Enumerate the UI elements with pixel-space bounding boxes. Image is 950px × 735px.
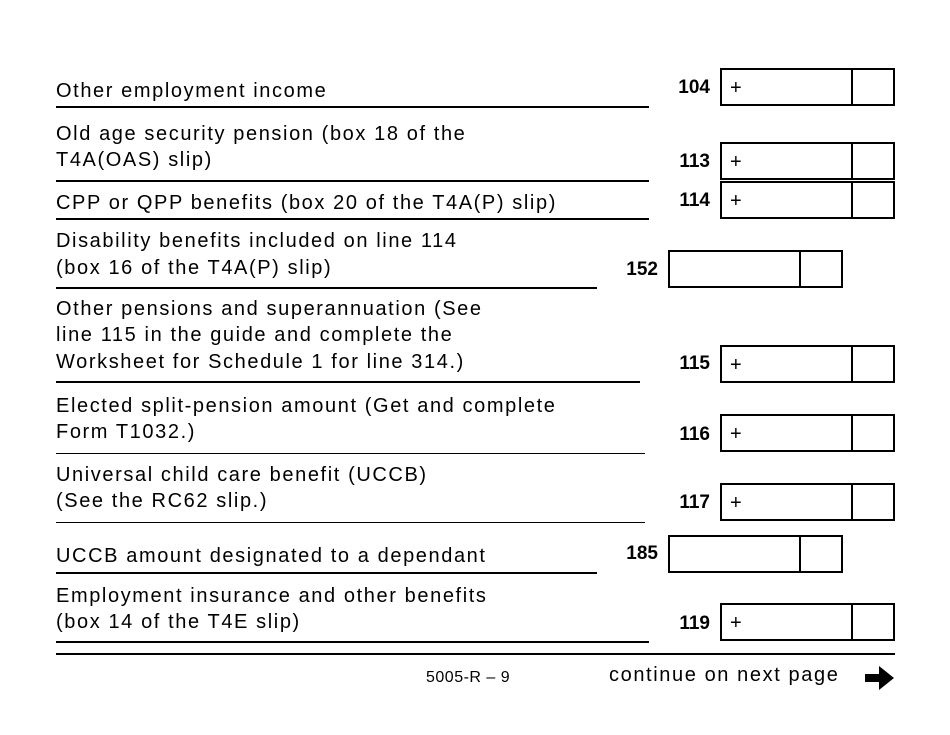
plus-sign: + [730, 423, 742, 445]
line-117-amount-field[interactable] [720, 483, 895, 521]
line-185-label: UCCB amount designated to a dependant [56, 545, 487, 567]
line-119-code: 119 [679, 613, 710, 634]
plus-sign: + [730, 612, 742, 634]
page-number: 5005-R – 9 [426, 669, 511, 686]
right-arrow-icon [865, 665, 895, 691]
line-104-label: Other employment income [56, 80, 328, 102]
line-119-rule [56, 641, 649, 643]
line-114-amount-field[interactable] [720, 181, 895, 219]
plus-sign: + [730, 77, 742, 99]
plus-sign: + [730, 190, 742, 212]
line-185-amount-field[interactable] [668, 535, 843, 573]
line-115-label-1: Other pensions and superannuation (See [56, 298, 483, 320]
line-152-code: 152 [626, 259, 658, 280]
line-117-label-2: (See the RC62 slip.) [56, 490, 269, 512]
line-114-rule [56, 218, 649, 220]
line-119-label-2: (box 14 of the T4E slip) [56, 611, 301, 633]
line-115-rule [56, 381, 640, 383]
line-152-rule [56, 287, 597, 289]
line-116-rule [56, 453, 645, 454]
line-115-label-3: Worksheet for Schedule 1 for line 314.) [56, 351, 465, 373]
line-117-rule [56, 522, 645, 523]
line-113-code: 113 [679, 151, 710, 172]
plus-sign: + [730, 354, 742, 376]
line-117-label-1: Universal child care benefit (UCCB) [56, 464, 428, 486]
line-152-label-1: Disability benefits included on line 114 [56, 230, 458, 252]
line-104-code: 104 [678, 77, 710, 98]
continue-text: continue on next page [609, 664, 840, 686]
plus-sign: + [730, 151, 742, 173]
line-116-label-2: Form T1032.) [56, 421, 196, 443]
footer-rule [56, 653, 895, 655]
line-114-code: 114 [679, 190, 710, 211]
line-116-code: 116 [679, 424, 710, 445]
line-119-amount-field[interactable] [720, 603, 895, 641]
line-116-label-1: Elected split-pension amount (Get and complete [56, 395, 557, 417]
line-113-label-2: T4A(OAS) slip) [56, 149, 213, 171]
line-113-label-1: Old age security pension (box 18 of the [56, 123, 467, 145]
line-185-code: 185 [626, 543, 658, 564]
line-115-code: 115 [679, 353, 710, 374]
line-152-label-2: (box 16 of the T4A(P) slip) [56, 257, 333, 279]
line-119-label-1: Employment insurance and other benefits [56, 585, 488, 607]
line-113-rule [56, 180, 649, 182]
line-104-amount-field[interactable] [720, 68, 895, 106]
line-115-amount-field[interactable] [720, 345, 895, 383]
line-116-amount-field[interactable] [720, 414, 895, 452]
line-114-label: CPP or QPP benefits (box 20 of the T4A(P) slip) [56, 192, 557, 214]
plus-sign: + [730, 492, 742, 514]
line-117-code: 117 [679, 492, 710, 513]
line-152-amount-field[interactable] [668, 250, 843, 288]
line-113-amount-field[interactable] [720, 142, 895, 180]
line-104-rule [56, 106, 649, 108]
line-115-label-2: line 115 in the guide and complete the [56, 324, 454, 346]
line-185-rule [56, 572, 597, 574]
